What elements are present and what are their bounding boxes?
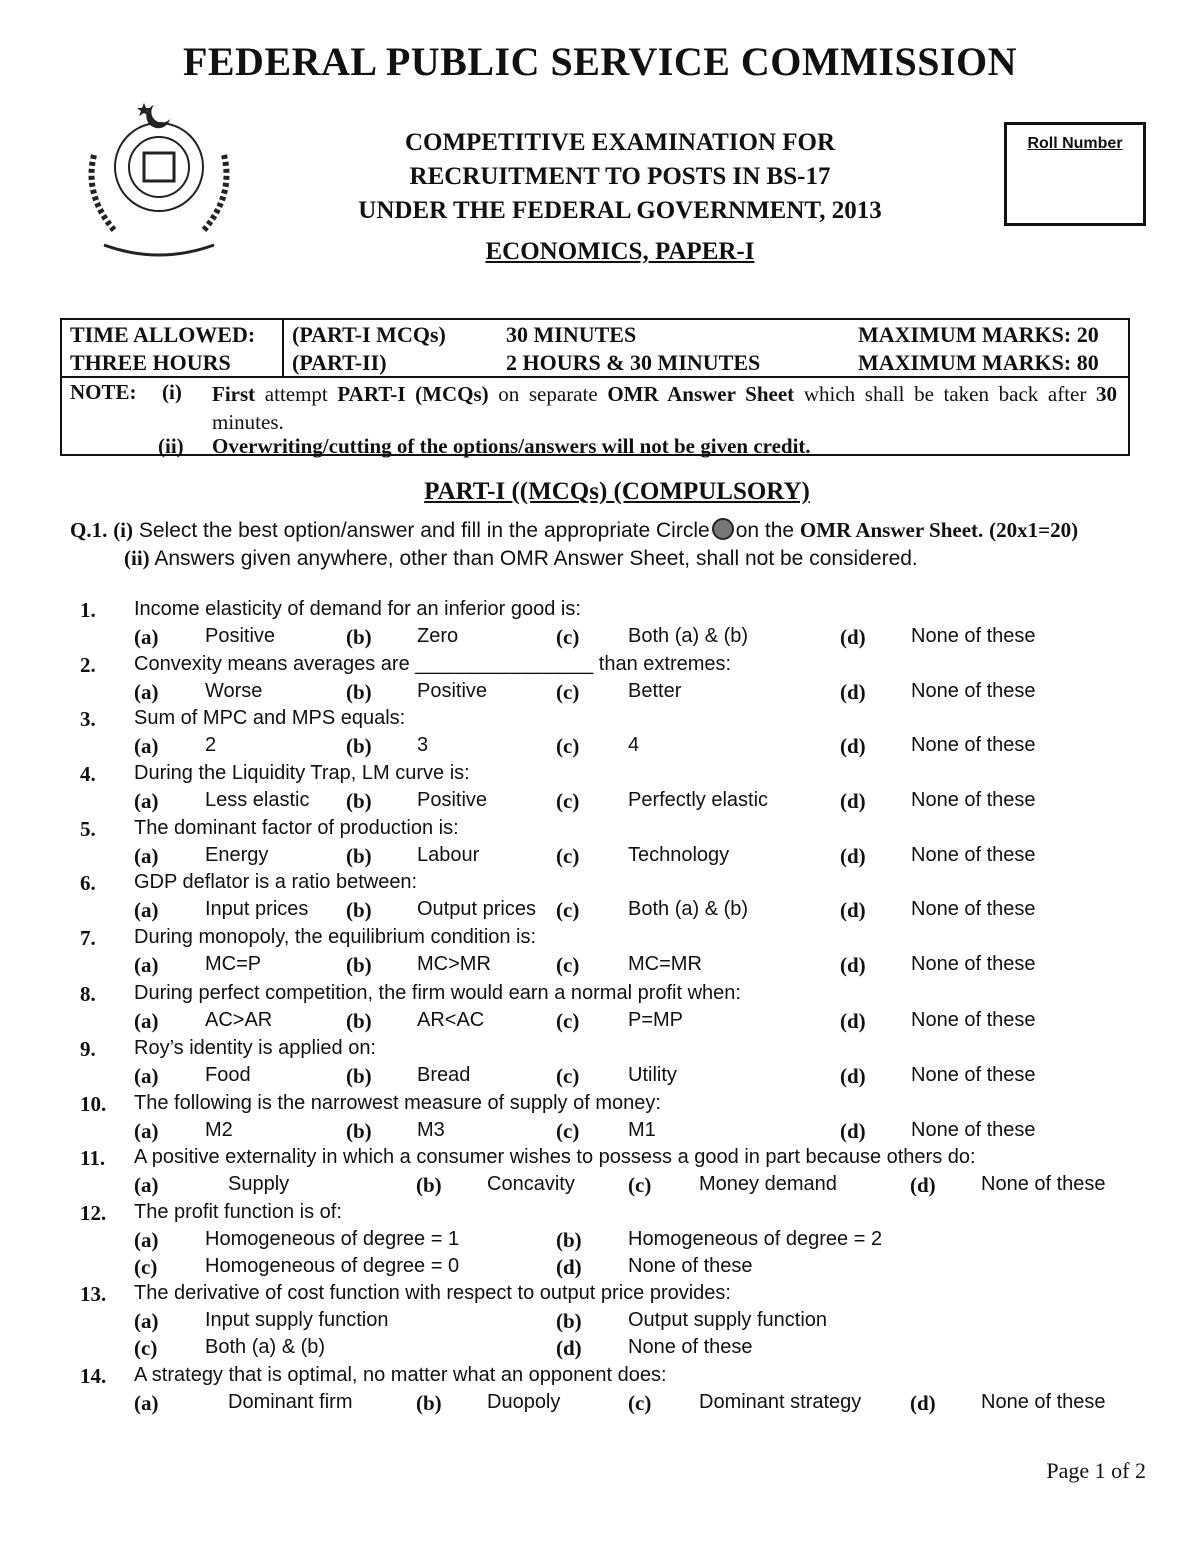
- option-text: Energy: [205, 844, 269, 866]
- option-text: Positive: [417, 680, 488, 702]
- question-number: 6.: [80, 871, 96, 895]
- option-text: None of these: [911, 1064, 1036, 1086]
- option-label: (a): [134, 625, 159, 649]
- question-text: The profit function is of:: [134, 1201, 342, 1223]
- option-label: (d): [840, 680, 866, 704]
- option-text: Labour: [417, 844, 480, 866]
- time-allowed-label: TIME ALLOWED:: [70, 322, 256, 347]
- option-label: (b): [346, 625, 372, 649]
- option-text: None of these: [911, 898, 1036, 920]
- note-text-part: First: [212, 382, 256, 406]
- option-text: Both (a) & (b): [628, 898, 749, 920]
- question-text: A positive externality in which a consumer wishes to possess a good in part because others do:: [134, 1146, 976, 1168]
- option-label: (d): [840, 734, 866, 758]
- option-text: M3: [417, 1119, 445, 1141]
- question-text: GDP deflator is a ratio between:: [134, 871, 418, 893]
- option-text: None of these: [628, 1336, 753, 1358]
- time-marks-table: [60, 318, 1130, 456]
- option-label: (d): [840, 1119, 866, 1143]
- option-label: (c): [556, 1064, 580, 1088]
- question-number: 9.: [80, 1037, 96, 1061]
- option-label: (d): [840, 844, 866, 868]
- instruction-text: Answers given anywhere, other than OMR Answer Sheet, shall not be considered.: [154, 547, 918, 570]
- option-text: None of these: [911, 844, 1036, 866]
- instruction-line: [124, 546, 918, 571]
- option-label: (c): [556, 898, 580, 922]
- instruction-text-bold: OMR Answer Sheet.: [799, 518, 984, 542]
- option-text: Output prices: [417, 898, 536, 920]
- option-label: (c): [556, 789, 580, 813]
- question-text: Convexity means averages are ________________ than extremes:: [134, 653, 732, 675]
- option-text: AR<AC: [417, 1009, 485, 1031]
- instruction-text: Select the best option/answer and fill in the appropriate Circle: [138, 519, 710, 542]
- duration: 30 MINUTES: [506, 322, 637, 347]
- note-item-label: (ii): [158, 434, 184, 458]
- option-text: Better: [628, 680, 682, 702]
- option-label: (d): [840, 1009, 866, 1033]
- option-label: (c): [556, 1119, 580, 1143]
- exam-heading-line: COMPETITIVE EXAMINATION FOR: [404, 129, 836, 156]
- question-text: The following is the narrowest measure of supply of money:: [134, 1092, 661, 1114]
- option-text: Technology: [628, 844, 730, 866]
- option-label: (d): [556, 1336, 582, 1360]
- note-text-part: which shall be taken back after: [794, 382, 1096, 406]
- question-text: The derivative of cost function with respect to output price provides:: [134, 1282, 731, 1304]
- option-text: AC>AR: [205, 1009, 273, 1031]
- max-marks: MAXIMUM MARKS: 20: [858, 322, 1099, 347]
- option-label: (d): [910, 1173, 936, 1197]
- option-label: (c): [556, 734, 580, 758]
- option-text: 3: [417, 734, 429, 756]
- question-text: Sum of MPC and MPS equals:: [134, 707, 406, 729]
- option-label: (b): [346, 734, 372, 758]
- option-text: Dominant firm: [228, 1391, 353, 1413]
- question-number: 13.: [80, 1282, 107, 1306]
- document-title: FEDERAL PUBLIC SERVICE COMMISSION: [182, 39, 1018, 84]
- option-label: (a): [134, 1173, 159, 1197]
- question-number: 1.: [80, 598, 96, 622]
- question-text: During monopoly, the equilibrium condition is:: [134, 926, 537, 948]
- option-label: (d): [840, 789, 866, 813]
- option-label: (b): [556, 1228, 582, 1252]
- option-label: (c): [556, 680, 580, 704]
- note-text-part: 30: [1096, 382, 1117, 406]
- option-text: Positive: [205, 625, 276, 647]
- table-row: [62, 348, 1128, 376]
- note-section: [62, 378, 1128, 458]
- note-item-text: Overwriting/cutting of the options/answers will not be given credit.: [212, 434, 811, 458]
- option-label: (b): [346, 1064, 372, 1088]
- option-text: Both (a) & (b): [628, 625, 749, 647]
- question-number: 7.: [80, 926, 96, 950]
- question-text: Roy’s identity is applied on:: [134, 1037, 376, 1059]
- option-label: (a): [134, 1064, 159, 1088]
- question-number: 8.: [80, 982, 96, 1006]
- option-label: (a): [134, 680, 159, 704]
- option-text: None of these: [911, 1119, 1036, 1141]
- option-text: Both (a) & (b): [205, 1336, 326, 1358]
- option-text: Homogeneous of degree = 0: [205, 1255, 460, 1277]
- note-text-part: on separate: [488, 382, 608, 406]
- option-text: Less elastic: [205, 789, 310, 811]
- option-label: (a): [134, 953, 159, 977]
- question-number: 5.: [80, 817, 96, 841]
- option-text: None of these: [911, 789, 1036, 811]
- option-label: (a): [134, 898, 159, 922]
- page-number: Page 1 of 2: [1046, 1458, 1146, 1483]
- note-text-part: attempt: [255, 382, 338, 406]
- option-label: (c): [134, 1336, 158, 1360]
- option-text: Homogeneous of degree = 1: [205, 1228, 460, 1250]
- option-label: (b): [346, 953, 372, 977]
- option-label: (b): [556, 1309, 582, 1333]
- option-text: None of these: [981, 1391, 1106, 1413]
- note-text-part: PART-I (MCQs): [337, 382, 489, 406]
- option-label: (b): [416, 1173, 442, 1197]
- marks: (20x1=20): [989, 518, 1079, 542]
- option-text: None of these: [911, 680, 1036, 702]
- option-label: (c): [628, 1391, 652, 1415]
- option-label: (c): [628, 1173, 652, 1197]
- note-item-label: (i): [162, 380, 182, 404]
- instruction-text: on the: [735, 519, 795, 542]
- option-text: Homogeneous of degree = 2: [628, 1228, 883, 1250]
- option-text: MC>MR: [417, 953, 491, 975]
- option-label: (a): [134, 789, 159, 813]
- question-label: Q.1.: [70, 518, 108, 542]
- option-label: (a): [134, 1309, 159, 1333]
- option-label: (a): [134, 1119, 159, 1143]
- option-text: Food: [205, 1064, 251, 1086]
- option-label: (b): [346, 844, 372, 868]
- option-text: M2: [205, 1119, 233, 1141]
- option-text: Input prices: [205, 898, 309, 920]
- question-text: The dominant factor of production is:: [134, 817, 459, 839]
- part-label: (PART-II): [292, 350, 387, 375]
- fpsc-seal-icon: [74, 95, 244, 265]
- question-number: 11.: [80, 1146, 106, 1170]
- option-text: Utility: [628, 1064, 677, 1086]
- option-label: (b): [346, 1009, 372, 1033]
- option-label: (a): [134, 734, 159, 758]
- option-label: (c): [556, 625, 580, 649]
- instruction-item-label: (i): [113, 518, 134, 542]
- note-text-part: minutes.: [212, 410, 284, 434]
- option-label: (c): [556, 953, 580, 977]
- roll-number-box[interactable]: [1004, 122, 1146, 226]
- option-label: (b): [346, 680, 372, 704]
- max-marks: MAXIMUM MARKS: 80: [858, 350, 1099, 375]
- option-text: Dominant strategy: [699, 1391, 862, 1413]
- roll-number-label: Roll Number: [1027, 135, 1123, 152]
- omr-circle-icon: [712, 518, 734, 540]
- option-text: Output supply function: [628, 1309, 828, 1331]
- question-number: 4.: [80, 762, 96, 786]
- option-label: (d): [840, 1064, 866, 1088]
- note-label: NOTE:: [70, 380, 137, 404]
- option-label: (d): [910, 1391, 936, 1415]
- option-label: (d): [840, 953, 866, 977]
- option-label: (a): [134, 1009, 159, 1033]
- question-number: 12.: [80, 1201, 107, 1225]
- option-text: Bread: [417, 1064, 471, 1086]
- option-text: None of these: [911, 734, 1036, 756]
- option-text: Perfectly elastic: [628, 789, 769, 811]
- note-item-text: [212, 380, 1117, 436]
- option-label: (a): [134, 1391, 159, 1415]
- option-text: Worse: [205, 680, 263, 702]
- option-label: (a): [134, 844, 159, 868]
- paper-title: ECONOMICS, PAPER-I: [485, 238, 755, 265]
- exam-heading: [300, 126, 940, 228]
- option-label: (a): [134, 1228, 159, 1252]
- option-text: Concavity: [487, 1173, 575, 1195]
- note-text-part: OMR Answer Sheet: [607, 382, 795, 406]
- duration: 2 HOURS & 30 MINUTES: [506, 350, 761, 375]
- option-text: None of these: [628, 1255, 753, 1277]
- option-text: Duopoly: [487, 1391, 561, 1413]
- question-number: 2.: [80, 653, 96, 677]
- table-row: [62, 320, 1128, 348]
- part-title: PART-I ((MCQs) (COMPULSORY): [424, 478, 810, 505]
- option-text: Supply: [228, 1173, 290, 1195]
- option-label: (b): [346, 789, 372, 813]
- option-text: MC=P: [205, 953, 262, 975]
- time-allowed-value: THREE HOURS: [70, 350, 231, 375]
- option-text: MC=MR: [628, 953, 702, 975]
- exam-heading-line: UNDER THE FEDERAL GOVERNMENT, 2013: [358, 197, 882, 224]
- option-text: None of these: [911, 953, 1036, 975]
- option-text: M1: [628, 1119, 656, 1141]
- option-label: (c): [134, 1255, 158, 1279]
- instructions: [70, 518, 1170, 570]
- question-number: 10.: [80, 1092, 107, 1116]
- option-label: (d): [840, 625, 866, 649]
- option-text: None of these: [911, 625, 1036, 647]
- question-text: During the Liquidity Trap, LM curve is:: [134, 762, 470, 784]
- option-text: None of these: [981, 1173, 1106, 1195]
- option-text: 2: [205, 734, 217, 756]
- option-text: P=MP: [628, 1009, 684, 1031]
- option-text: Input supply function: [205, 1309, 389, 1331]
- option-text: 4: [628, 734, 640, 756]
- exam-heading-line: RECRUITMENT TO POSTS IN BS-17: [409, 163, 831, 190]
- option-text: None of these: [911, 1009, 1036, 1031]
- question-text: During perfect competition, the firm would earn a normal profit when:: [134, 982, 741, 1004]
- question-number: 3.: [80, 707, 96, 731]
- instruction-item-label: (ii): [124, 546, 150, 570]
- option-label: (d): [556, 1255, 582, 1279]
- option-label: (b): [346, 898, 372, 922]
- part-label: (PART-I MCQs): [292, 322, 446, 347]
- option-text: Money demand: [699, 1173, 837, 1195]
- option-label: (c): [556, 844, 580, 868]
- option-text: Zero: [417, 625, 459, 647]
- option-label: (b): [346, 1119, 372, 1143]
- question-text: Income elasticity of demand for an inferior good is:: [134, 598, 581, 620]
- option-label: (d): [840, 898, 866, 922]
- option-label: (b): [416, 1391, 442, 1415]
- question-number: 14.: [80, 1364, 107, 1388]
- question-text: A strategy that is optimal, no matter what an opponent does:: [134, 1364, 667, 1386]
- option-label: (c): [556, 1009, 580, 1033]
- option-text: Positive: [417, 789, 488, 811]
